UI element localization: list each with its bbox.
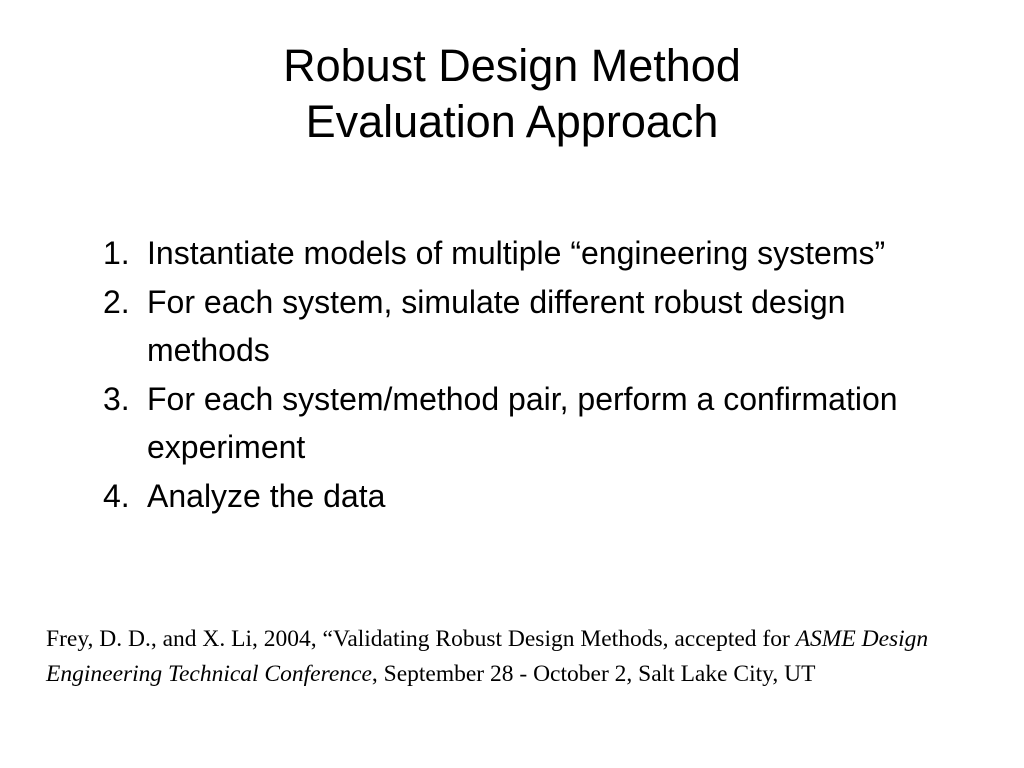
step-number: 2.	[103, 283, 130, 320]
step-item	[103, 375, 923, 472]
citation-details: , September 28 - October 2, Salt Lake City, UT	[371, 661, 816, 687]
citation	[46, 622, 986, 692]
citation-venue: ASME Design Engineering Technical Conference	[46, 626, 929, 687]
step-item	[103, 472, 923, 521]
citation-authors: Frey, D. D., and X. Li, 2004, “Validating Robust Design Methods, accepted for	[46, 626, 796, 652]
step-text: For each system/method pair, perform a confirmation experiment	[147, 380, 898, 465]
step-text: Analyze the data	[147, 477, 386, 514]
step-number: 1.	[103, 235, 130, 271]
slide-title-line-2: Evaluation Approach	[305, 96, 719, 147]
step-item	[103, 278, 923, 375]
steps-list	[103, 229, 923, 520]
step-number: 4.	[103, 477, 130, 514]
step-text: For each system, simulate different robust design methods	[147, 283, 846, 368]
slide-title-line-1: Robust Design Method	[283, 40, 741, 91]
slide-title	[0, 38, 1024, 150]
step-item	[103, 229, 923, 278]
step-text: Instantiate models of multiple “engineering systems”	[147, 235, 886, 271]
step-number: 3.	[103, 380, 130, 417]
